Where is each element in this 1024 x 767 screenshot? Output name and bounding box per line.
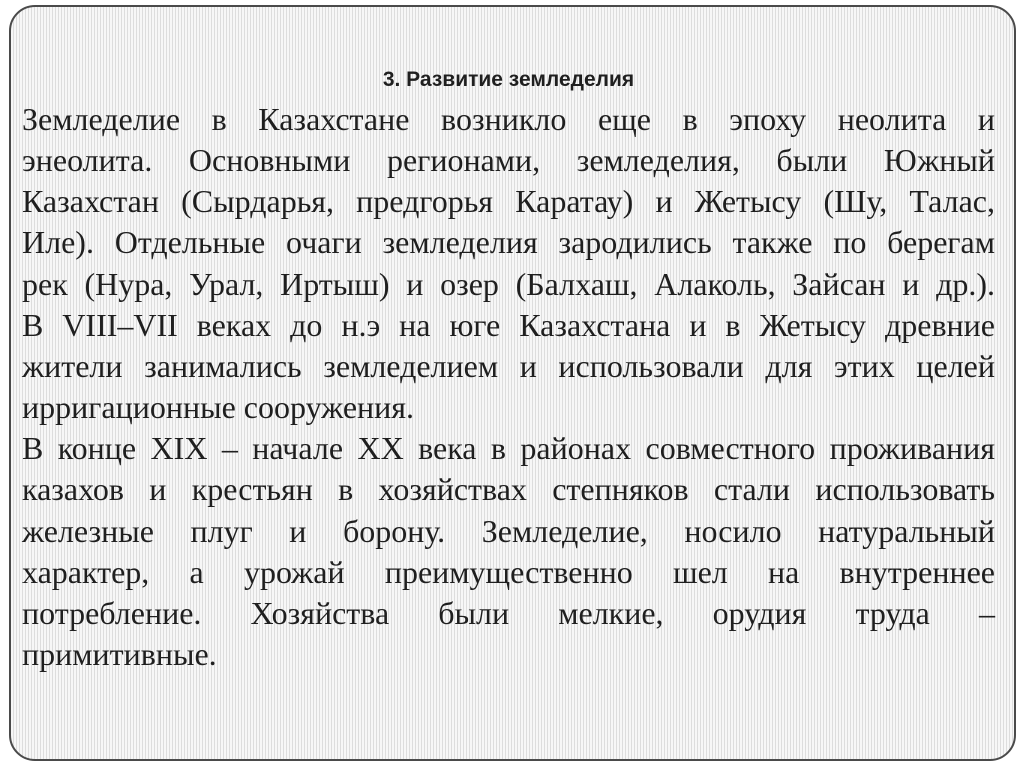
text-line: жители занимались земледелием и использовали для этих целей [22, 347, 995, 384]
paragraph-2 [22, 428, 995, 675]
paragraph-1 [22, 99, 995, 428]
text-line: энеолита. Основными регионами, земледелия, были Южный [22, 142, 995, 179]
text-line: Иле). Отдельные очаги земледелия зародились также по берегам [22, 224, 995, 261]
text-line: Земледелие в Казахстане возникло еще в эпоху неолита и [22, 101, 995, 137]
slide-body [22, 99, 995, 675]
text-line: казахов и крестьян в хозяйствах степняков стали использовать [22, 471, 995, 508]
text-line: железные плуг и борону. Земледелие, носило натуральный [22, 512, 995, 549]
text-line: характер, а урожай преимущественно шел на внутреннее [22, 553, 995, 590]
text-line: В конце XIX – начале XX века в районах совместного проживания [22, 430, 995, 467]
text-line: потребление. Хозяйства были мелкие, орудия труда – [22, 594, 995, 631]
text-line: В VIII–VII веках до н.э на юге Казахстана и в Жетысу древние [22, 306, 995, 343]
text-line: примитивные. [22, 636, 217, 673]
text-line: рек (Нура, Урал, Иртыш) и озер (Балхаш, Алаколь, Зайсан и др.). [22, 265, 995, 302]
text-line: Казахстан (Сырдарья, предгорья Каратау) и Жетысу (Шу, Талас, [22, 183, 995, 220]
text-line: ирригационные сооружения. [22, 389, 414, 426]
slide-title: 3. Развитие земледелия [382, 68, 635, 91]
